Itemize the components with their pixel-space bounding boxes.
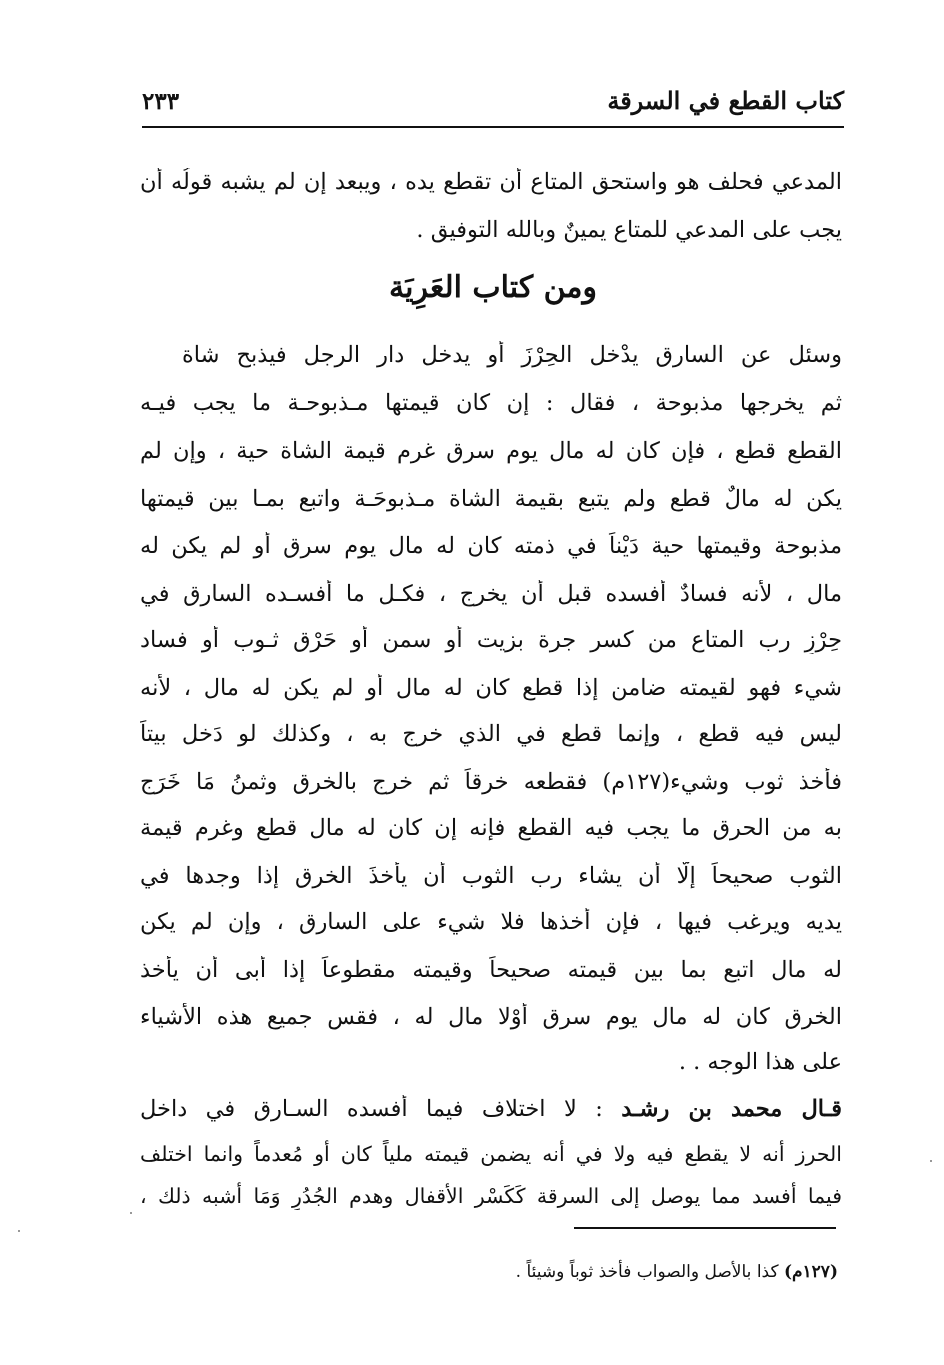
intro-line: يجب على المدعي للمتاع يمينٌ وبالله التوفيق .	[416, 217, 842, 243]
footnote-marker: (١٢٧م)	[783, 1262, 838, 1282]
footnote-separator	[574, 1227, 836, 1229]
body-line: حِرْزِ رب المتاع من كسر جرة بزيت أو سمن أو حَرْق ثـوب أو فساد	[140, 627, 842, 653]
commentary-line	[140, 1095, 842, 1123]
running-header	[142, 84, 844, 128]
intro-line: المدعي فحلف هو واستحق المتاع أن تقطع يده ، ويبعد إن لم يشبه قولُه أن	[140, 169, 842, 195]
page-number: ٢٣٣	[142, 88, 180, 115]
body-line: شيء فهو لقيمته ضامن إذا قطع كان له مال أو لم يكن له مال ، لأنه	[140, 675, 842, 701]
scan-speck	[930, 1160, 932, 1162]
section-heading: ومن كتاب العَرِيَة	[389, 270, 597, 305]
scan-speck	[130, 1212, 132, 1214]
scan-speck	[18, 1230, 20, 1232]
body-line: مال ، لأنه فسادٌ أفسده قبل أن يخرج ، فكـل ما أفسـده السارق في	[140, 581, 842, 607]
body-line: له مال اتبع بما بين قيمته صحيحاً وقيمته مقطوعاً إذا أبى أن يأخذ	[140, 957, 842, 983]
body-line: الخرق كان له مال يوم سرق أَوْلا مال له ، فقس جميع هذه الأشياء	[140, 1004, 842, 1030]
body-line: يكن له مالٌ قطع ولم يتبع بقيمة الشاة مـذبوحَـة واتبع بمـا بين قيمتها	[140, 486, 842, 512]
commentary-first-line-text: : لا اختلاف فيما أفسده السـارق في داخل	[140, 1096, 622, 1122]
body-line: مذبوحة وقيمتها حية دَيْناً في ذمته كان له مال يوم سرق أو لم يكن له	[140, 533, 842, 559]
body-line: يديه ويرغب فيها ، فإن أخذها فلا شيء على السارق ، وإن لم يكن	[140, 909, 842, 935]
body-line: القطع قطع ، فإن كان له مال يوم سرق غرم قيمة الشاة حية ، وإن لم	[140, 438, 842, 464]
body-line: به من الحرق ما يجب فيه القطع فإنه إن كان له مال قطع وغرم قيمة	[140, 815, 842, 841]
body-line: فأخذ ثوب وشيء(١٢٧م) فقطعه خرقاً ثم خرج بالخرق وثمنُ مَا خَرَج	[140, 769, 842, 795]
commentary-line: فيما أفسد مما يوصل إلى السرقة كَكَسْر الأقفال وهدم الجُدُرِ وَمَا أشبه ذلك ،	[140, 1184, 842, 1208]
commentary-line: الحرز أنه لا يقطع فيه ولا في أنه يضمن قيمته ملياً كان أو مُعدماً وانما اختلف	[140, 1142, 842, 1166]
body-line: وسئل عن السارق يدْخل الحِرْزَ أو يدخل دار الرجل فيذبح شاة	[182, 342, 842, 368]
body-line: على هذا الوجه . .	[678, 1049, 842, 1075]
body-line: الثوب صحيحاً إلَّا أن يشاء رب الثوب أن يأخذَ الخرق إذا وجدها في	[140, 863, 842, 889]
body-line: ليس فيه قطع ، وإنما قطع في الذي خرج به ، وكذلك لو دَخل بيتاً	[140, 721, 842, 747]
commentary-speaker: قـال محمد بن رشـد	[621, 1096, 842, 1122]
footnote-text: كذا بالأصل والصواب فأخذ ثوباً وشيئاً .	[515, 1262, 784, 1282]
body-line: ثم يخرجها مذبوحة ، فقال : إن كان قيمتها مـذبوحـة ما يجب فيـه	[140, 390, 842, 416]
footnote	[516, 1262, 838, 1282]
chapter-title: كتاب القطع في السرقة	[607, 86, 844, 115]
